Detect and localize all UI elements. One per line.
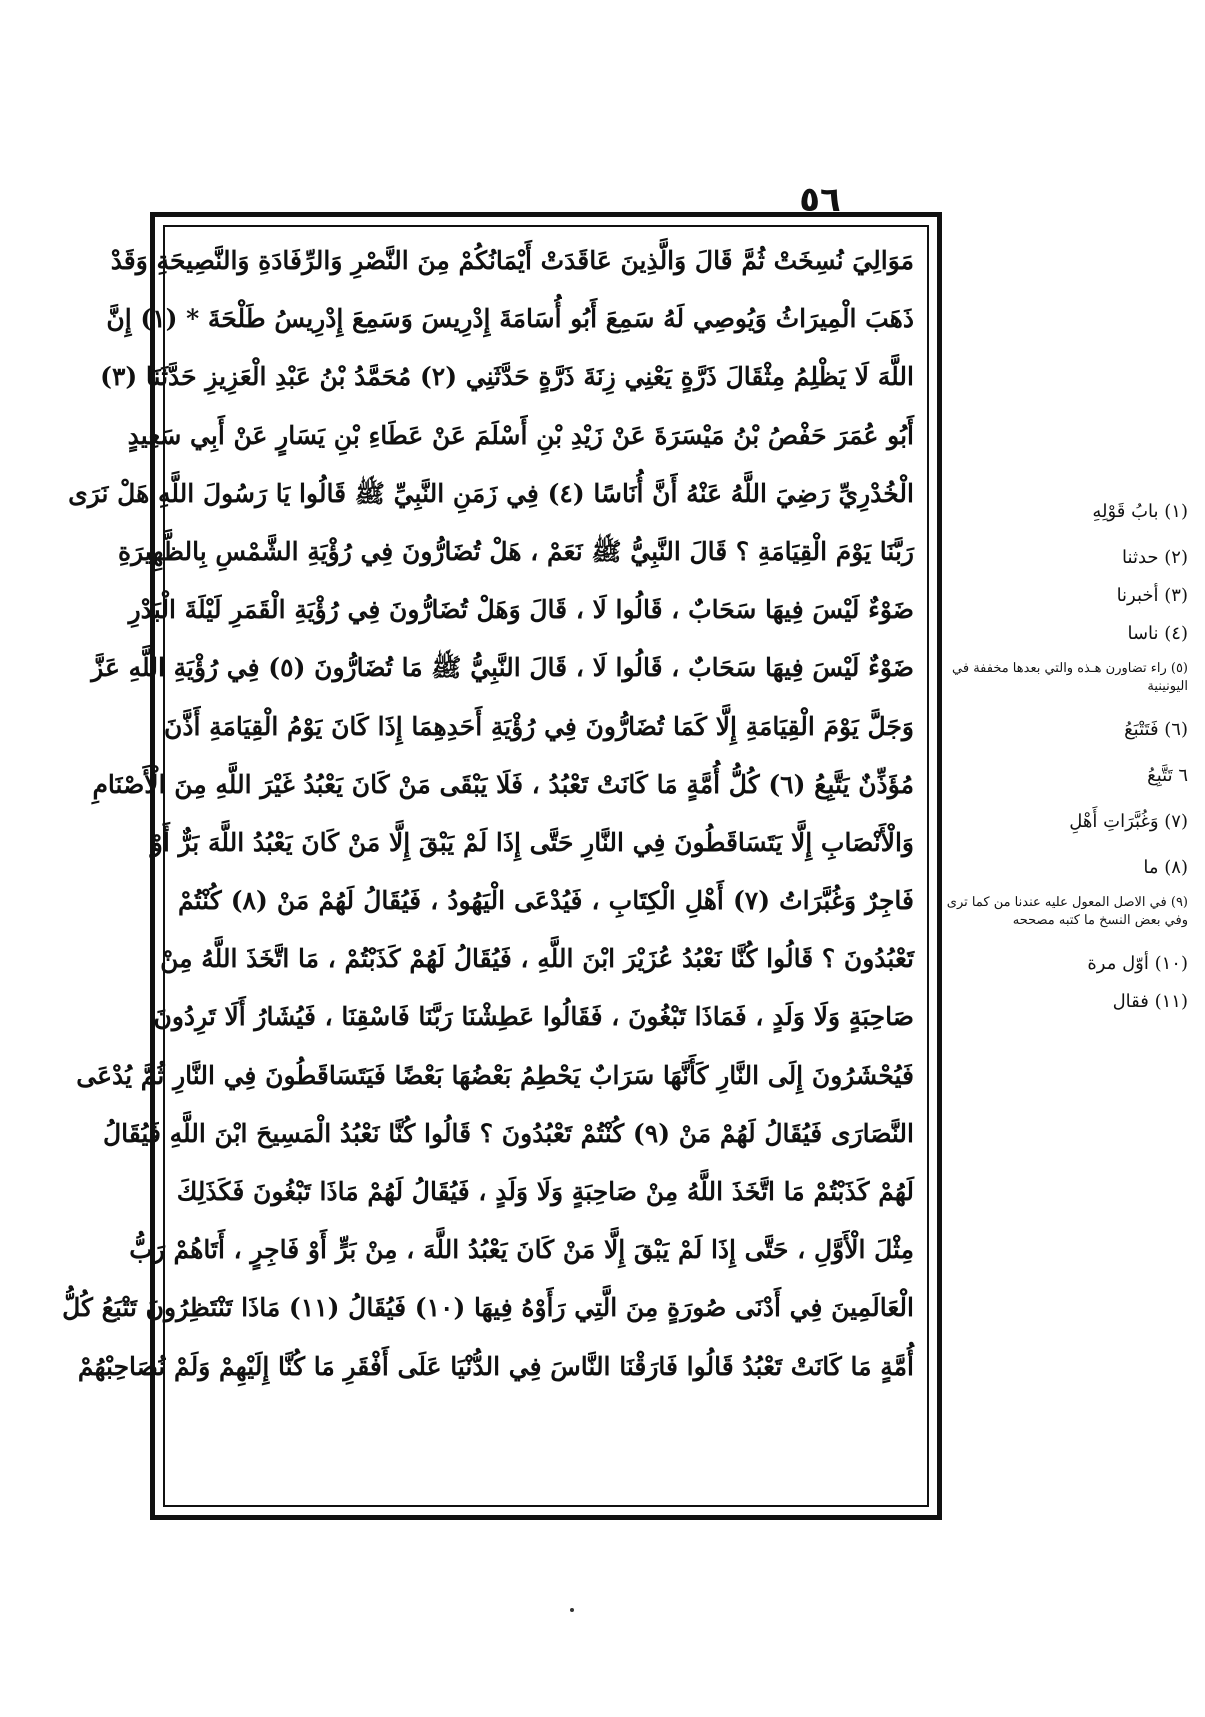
text-line: رَبَّنَا يَوْمَ الْقِيَامَةِ ؟ قَالَ النَّبِيُّ ﷺ نَعَمْ ، هَلْ تُضَارُّونَ فِي رُؤْيَةِ الشَّمْسِ بِالظَّهِيرَةِ: [118, 536, 914, 566]
text-line: الْخُدْرِيِّ رَضِيَ اللَّهُ عَنْهُ أَنَّ أُنَاسًا (٤) فِي زَمَنِ النَّبِيِّ ﷺ قَالُوا يَا رَسُولَ اللَّهِ هَلْ نَرَى: [68, 478, 914, 508]
text-line: فَيُحْشَرُونَ إِلَى النَّارِ كَأَنَّهَا سَرَابٌ يَحْطِمُ بَعْضُهَا بَعْضًا فَيَتَسَاقَطُونَ فِي النَّارِ ثُمَّ يُدْعَى: [76, 1060, 914, 1090]
margin-note: (١٠) أوّل مرة: [1087, 953, 1188, 974]
text-line: ضَوْءٌ لَيْسَ فِيهَا سَحَابٌ ، قَالُوا لَا ، قَالَ وَهَلْ تُضَارُّونَ فِي رُؤْيَةِ الْقَمَرِ لَيْلَةَ الْبَدْرِ: [128, 595, 914, 625]
text-line: فَاجِرٌ وَغُبَّرَاتُ (٧) أَهْلِ الْكِتَابِ ، فَيُدْعَى الْيَهُودُ ، فَيُقَالُ لَهُمْ مَنْ (٨) كُنْتُمْ: [178, 886, 914, 916]
page-number: ٥٦: [799, 180, 841, 220]
text-line: ذَهَبَ الْمِيرَاثُ وَيُوصِي لَهُ سَمِعَ أَبُو أُسَامَةَ إِدْرِيسَ وَسَمِعَ إِدْرِيسُ طَلْحَةَ * (١) إِنَّ: [106, 304, 914, 334]
margin-note: (٢) حدثنا: [1122, 547, 1188, 568]
text-line: لَهُمْ كَذَبْتُمْ مَا اتَّخَذَ اللَّهُ مِنْ صَاحِبَةٍ وَلَا وَلَدٍ ، فَيُقَالُ لَهُمْ مَاذَا تَبْغُونَ فَكَذَلِكَ: [176, 1177, 914, 1206]
text-line: تَعْبُدُونَ ؟ قَالُوا كُنَّا نَعْبُدُ عُزَيْرَ ابْنَ اللَّهِ ، فَيُقَالُ لَهُمْ كَذَبْتُمْ ، مَا اتَّخَذَ اللَّهُ مِنْ: [160, 944, 914, 974]
text-line: اللَّهَ لَا يَظْلِمُ مِثْقَالَ ذَرَّةٍ يَعْنِي زِنَةَ ذَرَّةٍ حَدَّثَنِي (٢) مُحَمَّدُ بْنُ عَبْدِ الْعَزِيزِ حَدَّثَنَا (٣): [100, 362, 914, 392]
text-line: مِثْلَ الْأَوَّلِ ، حَتَّى إِذَا لَمْ يَبْقَ إِلَّا مَنْ كَانَ يَعْبُدُ اللَّهَ ، مِنْ بَرٍّ أَوْ فَاجِرٍ ، أَتَاهُمْ رَبُّ: [129, 1235, 914, 1265]
margin-note: (٨) ما: [1143, 857, 1188, 878]
text-line: الْعَالَمِينَ فِي أَدْنَى صُورَةٍ مِنَ الَّتِي رَأَوْهُ فِيهَا (١٠) فَيُقَالُ (١١) مَاذَا تَنْتَظِرُونَ تَتْبَعُ كُلُّ: [62, 1293, 914, 1323]
margin-notes: [946, 500, 1196, 1028]
text-line: النَّصَارَى فَيُقَالُ لَهُمْ مَنْ (٩) كُنْتُمْ تَعْبُدُونَ ؟ قَالُوا كُنَّا نَعْبُدُ الْمَسِيحَ ابْنَ اللَّهِ فَيُقَالُ: [102, 1118, 914, 1148]
text-line: مَوَالِيَ نُسِخَتْ ثُمَّ قَالَ وَالَّذِينَ عَاقَدَتْ أَيْمَانُكُمْ مِنَ النَّصْرِ وَالرِّفَادَةِ وَالنَّصِيحَةِ وَقَدْ: [110, 246, 914, 275]
margin-note: (٣) أخبرنا: [1116, 585, 1188, 606]
margin-note: (٤) ناسا: [1127, 623, 1188, 644]
text-line: أُمَّةٍ مَا كَانَتْ تَعْبُدُ قَالُوا فَارَقْنَا النَّاسَ فِي الدُّنْيَا عَلَى أَفْقَرِ مَا كُنَّا إِلَيْهِمْ وَلَمْ نُصَاحِبْهُمْ: [77, 1351, 914, 1381]
text-line: أَبُو عُمَرَ حَفْصُ بْنُ مَيْسَرَةَ عَنْ زَيْدِ بْنِ أَسْلَمَ عَنْ عَطَاءِ بْنِ يَسَارٍ عَنْ أَبِي سَعِيدٍ: [127, 420, 914, 450]
text-line: ضَوْءٌ لَيْسَ فِيهَا سَحَابٌ ، قَالُوا لَا ، قَالَ النَّبِيُّ ﷺ مَا تُضَارُّونَ (٥) فِي رُؤْيَةِ اللَّهِ عَزَّ: [91, 653, 914, 683]
text-line: صَاحِبَةٍ وَلَا وَلَدٍ ، فَمَاذَا تَبْغُونَ ، فَقَالُوا عَطِشْنَا رَبَّنَا فَاسْقِنَا ، فَيُشَارُ أَلَا تَرِدُونَ: [153, 1002, 914, 1032]
text-line: مُؤَذِّنٌ يَتَّبِعُ (٦) كُلُّ أُمَّةٍ مَا كَانَتْ تَعْبُدُ ، فَلَا يَبْقَى مَنْ كَانَ يَعْبُدُ غَيْرَ اللَّهِ مِنَ الْأَصْنَامِ: [92, 769, 914, 799]
main-text: [62, 232, 914, 1502]
margin-note: (٩) في الاصل المعول عليه عندنا من كما ترى وفي بعض النسخ ما كتبه مصححه: [946, 895, 1188, 928]
ink-speck: [570, 1608, 574, 1612]
margin-note: ٦ تَتَّبِعُ: [1147, 765, 1188, 786]
margin-note: (٥) راء تضاورن هـذه والتي بعدها مخففة في اليونينية: [952, 661, 1188, 694]
margin-note: (١) بابُ قَوْلِهِ: [1092, 501, 1188, 522]
text-line: وَجَلَّ يَوْمَ الْقِيَامَةِ إِلَّا كَمَا تُضَارُّونَ فِي رُؤْيَةِ أَحَدِهِمَا إِذَا كَانَ يَوْمُ الْقِيَامَةِ أَذَّنَ: [164, 711, 914, 741]
text-line: وَالْأَنْصَابِ إِلَّا يَتَسَاقَطُونَ فِي النَّارِ حَتَّى إِذَا لَمْ يَبْقَ إِلَّا مَنْ كَانَ يَعْبُدُ اللَّهَ بَرٌّ أَوْ: [150, 827, 914, 857]
margin-note: (٦) فَتَتْبَعُ: [1124, 719, 1188, 740]
margin-note: (١١) فقال: [1112, 991, 1188, 1012]
margin-note: (٧) وَغُبَّرَاتِ أَهْلِ: [1069, 811, 1188, 832]
